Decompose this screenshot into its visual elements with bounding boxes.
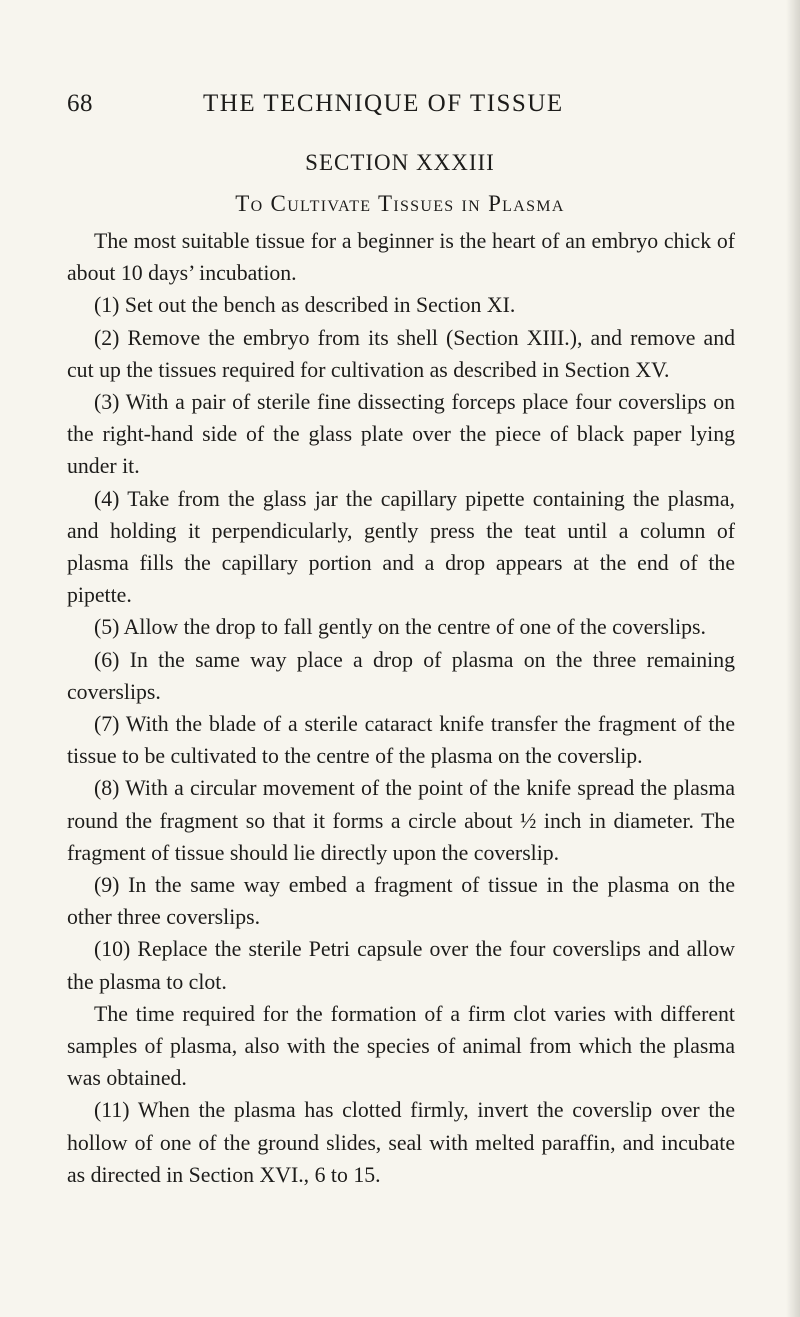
step-7: (7) With the blade of a sterile cataract knife transfer the fragment of the tissue to be cultivated to the centre of the plasma on the coverslip. (67, 712, 735, 769)
page-header (0, 90, 800, 126)
step-1: (1) Set out the bench as described in Section XI. (94, 293, 516, 318)
page-number: 68 (67, 90, 93, 117)
section-subtitle: To Cultivate Tissues in Plasma (235, 191, 565, 216)
step-10: (10) Replace the sterile Petri capsule over the four coverslips and allow the plasma to clot. (67, 937, 735, 994)
paragraph-clot-note: The time required for the formation of a firm clot varies with different samples of plasma, also with the species of animal from which the plasma was obtained. (67, 1001, 735, 1091)
step-6: (6) In the same way place a drop of plasma on the three remaining coverslips. (67, 647, 735, 704)
running-head: THE TECHNIQUE OF TISSUE (203, 90, 564, 117)
step-9: (9) In the same way embed a fragment of tissue in the plasma on the other three coverslips. (67, 873, 735, 930)
step-8: (8) With a circular movement of the point of the knife spread the plasma round the fragment so that it forms a circle about ½ inch in diameter. The fragment of tissue should lie directly upon the coverslip. (67, 776, 735, 865)
body-text (67, 225, 735, 1191)
step-11: (11) When the plasma has clotted firmly, invert the coverslip over the hollow of one of the ground slides, seal with melted paraffin, and incubate as directed in Section XVI., 6 to 15. (67, 1098, 735, 1187)
step-4: (4) Take from the glass jar the capillary pipette containing the plasma, and holding it perpendicularly, gently press the teat until a column of plasma fills the capillary portion and a drop appears at the end of the pipette. (67, 486, 735, 608)
step-2: (2) Remove the embryo from its shell (Section XIII.), and remove and cut up the tissues required for cultivation as described in Section XV. (67, 325, 735, 382)
step-5: (5) Allow the drop to fall gently on the centre of one of the coverslips. (94, 615, 706, 640)
page-edge-shadow (786, 0, 800, 1317)
section-heading: SECTION XXXIII (305, 150, 495, 175)
paragraph-intro: The most suitable tissue for a beginner is the heart of an embryo chick of about 10 days’ incubation. (67, 229, 735, 286)
step-3: (3) With a pair of sterile fine dissecting forceps place four coverslips on the right-hand side of the glass plate over the piece of black paper lying under it. (67, 390, 735, 479)
